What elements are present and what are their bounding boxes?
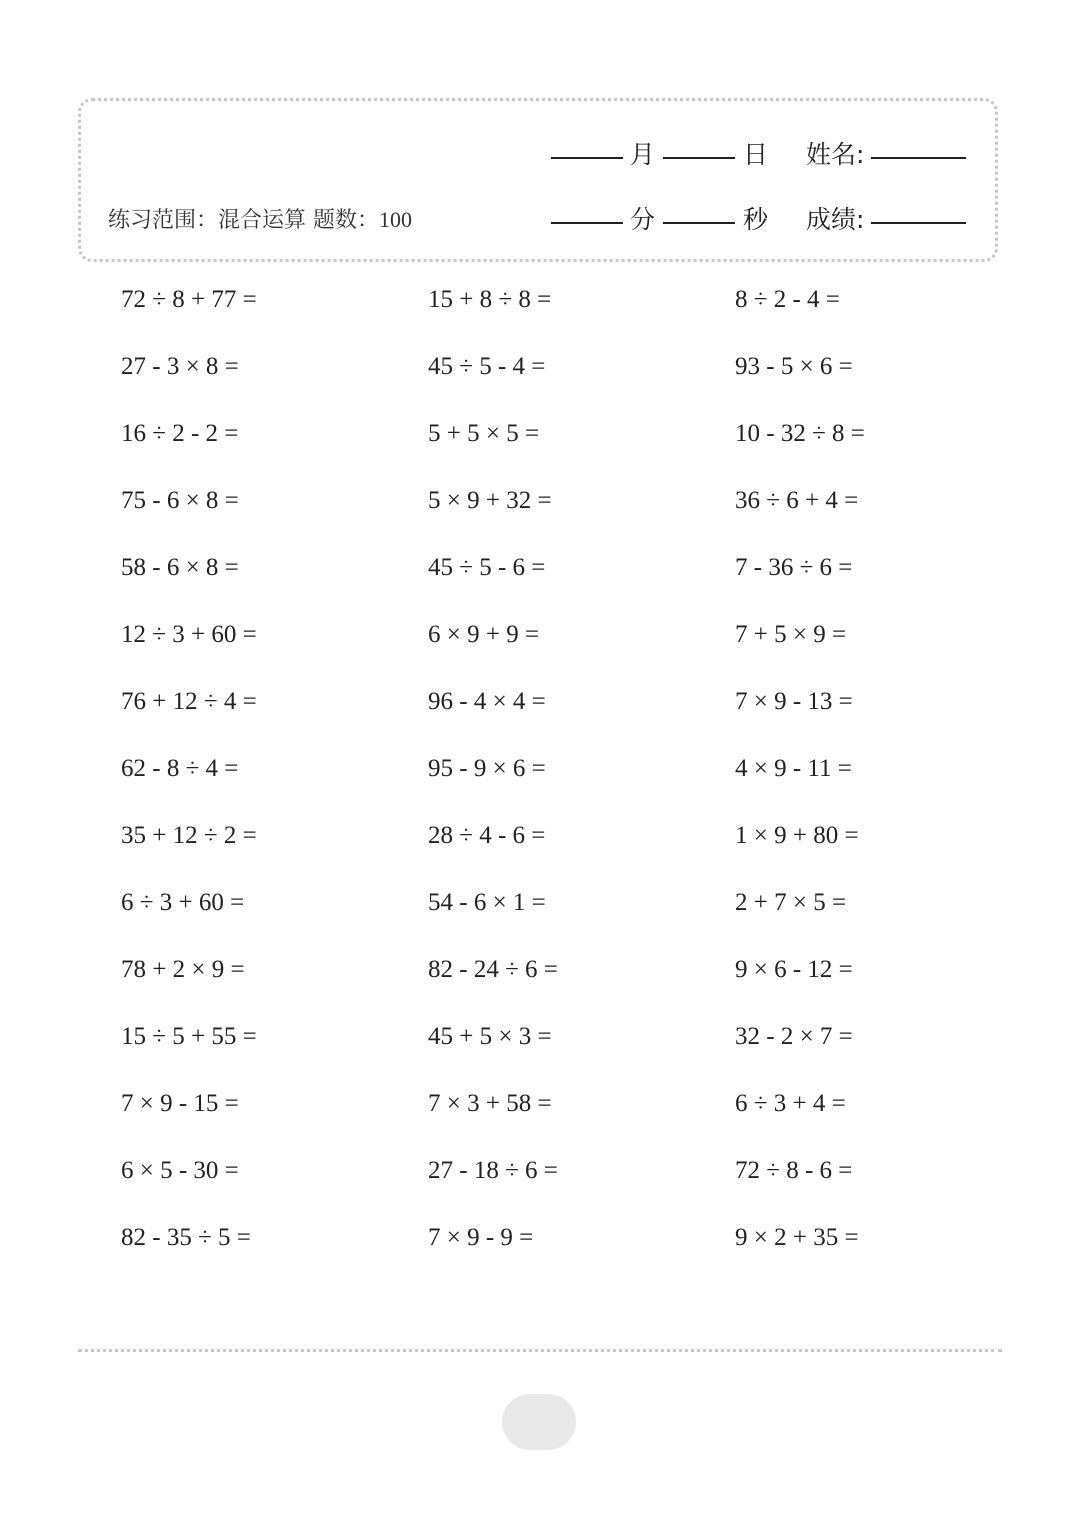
math-problem: 7 × 9 - 15 = [121,1090,239,1117]
math-problem: 12 ÷ 3 + 60 = [121,621,257,648]
math-problem: 45 ÷ 5 - 6 = [428,554,546,581]
math-problem: 27 - 3 × 8 = [121,353,239,380]
math-problem: 2 + 7 × 5 = [735,889,847,916]
math-problem: 15 + 8 ÷ 8 = [428,286,552,313]
math-problem: 75 - 6 × 8 = [121,487,239,514]
name-blank[interactable] [871,157,966,159]
math-problem: 9 × 6 - 12 = [735,956,853,983]
second-label: 秒 [743,205,769,234]
math-problem: 4 × 9 - 11 = [735,755,852,782]
math-problem: 6 ÷ 3 + 4 = [735,1090,846,1117]
worksheet-header [78,98,998,262]
math-problem: 72 ÷ 8 - 6 = [735,1157,853,1184]
math-problem: 7 + 5 × 9 = [735,621,847,648]
math-problem: 6 × 5 - 30 = [121,1157,239,1184]
math-problem: 8 ÷ 2 - 4 = [735,286,840,313]
math-problem: 7 - 36 ÷ 6 = [735,554,853,581]
math-problem: 72 ÷ 8 + 77 = [121,286,257,313]
math-problem: 32 - 2 × 7 = [735,1023,853,1050]
math-problem: 7 × 9 - 9 = [428,1224,534,1251]
math-problem: 10 - 32 ÷ 8 = [735,420,865,447]
practice-scope-text: 练习范围：混合运算 题数： [108,208,379,233]
math-problem: 15 ÷ 5 + 55 = [121,1023,257,1050]
math-problem: 5 + 5 × 5 = [428,420,540,447]
day-blank[interactable] [663,157,735,159]
footer-divider [78,1349,1002,1352]
math-problem: 16 ÷ 2 - 2 = [121,420,239,447]
math-problem: 82 - 35 ÷ 5 = [121,1224,251,1251]
math-problem: 28 ÷ 4 - 6 = [428,822,546,849]
math-problem: 35 + 12 ÷ 2 = [121,822,257,849]
math-problem: 95 - 9 × 6 = [428,755,546,782]
name-label: 姓名: [806,140,865,169]
month-label: 月 [630,140,656,169]
page-number-badge [502,1394,576,1450]
score-blank[interactable] [871,222,966,224]
math-problem: 6 × 9 + 9 = [428,621,540,648]
second-blank[interactable] [663,222,735,224]
math-problem: 7 × 9 - 13 = [735,688,853,715]
math-problem: 45 + 5 × 3 = [428,1023,552,1050]
minute-label: 分 [630,205,656,234]
math-problem: 82 - 24 ÷ 6 = [428,956,558,983]
math-problem: 7 × 3 + 58 = [428,1090,552,1117]
math-problem: 54 - 6 × 1 = [428,889,546,916]
day-label: 日 [743,140,769,169]
math-problem: 36 ÷ 6 + 4 = [735,487,859,514]
math-problem: 27 - 18 ÷ 6 = [428,1157,558,1184]
practice-scope [108,203,412,234]
math-problem: 62 - 8 ÷ 4 = [121,755,239,782]
math-problem: 45 ÷ 5 - 4 = [428,353,546,380]
math-problem: 78 + 2 × 9 = [121,956,245,983]
math-problem: 5 × 9 + 32 = [428,487,552,514]
month-blank[interactable] [551,157,623,159]
math-problem: 1 × 9 + 80 = [735,822,859,849]
math-problem: 96 - 4 × 4 = [428,688,546,715]
math-problem: 58 - 6 × 8 = [121,554,239,581]
minute-blank[interactable] [551,222,623,224]
math-problem: 9 × 2 + 35 = [735,1224,859,1251]
score-label: 成绩: [806,205,865,234]
math-problem: 93 - 5 × 6 = [735,353,853,380]
math-problem: 6 ÷ 3 + 60 = [121,889,245,916]
problem-count: 100 [379,207,412,232]
math-problem: 76 + 12 ÷ 4 = [121,688,257,715]
